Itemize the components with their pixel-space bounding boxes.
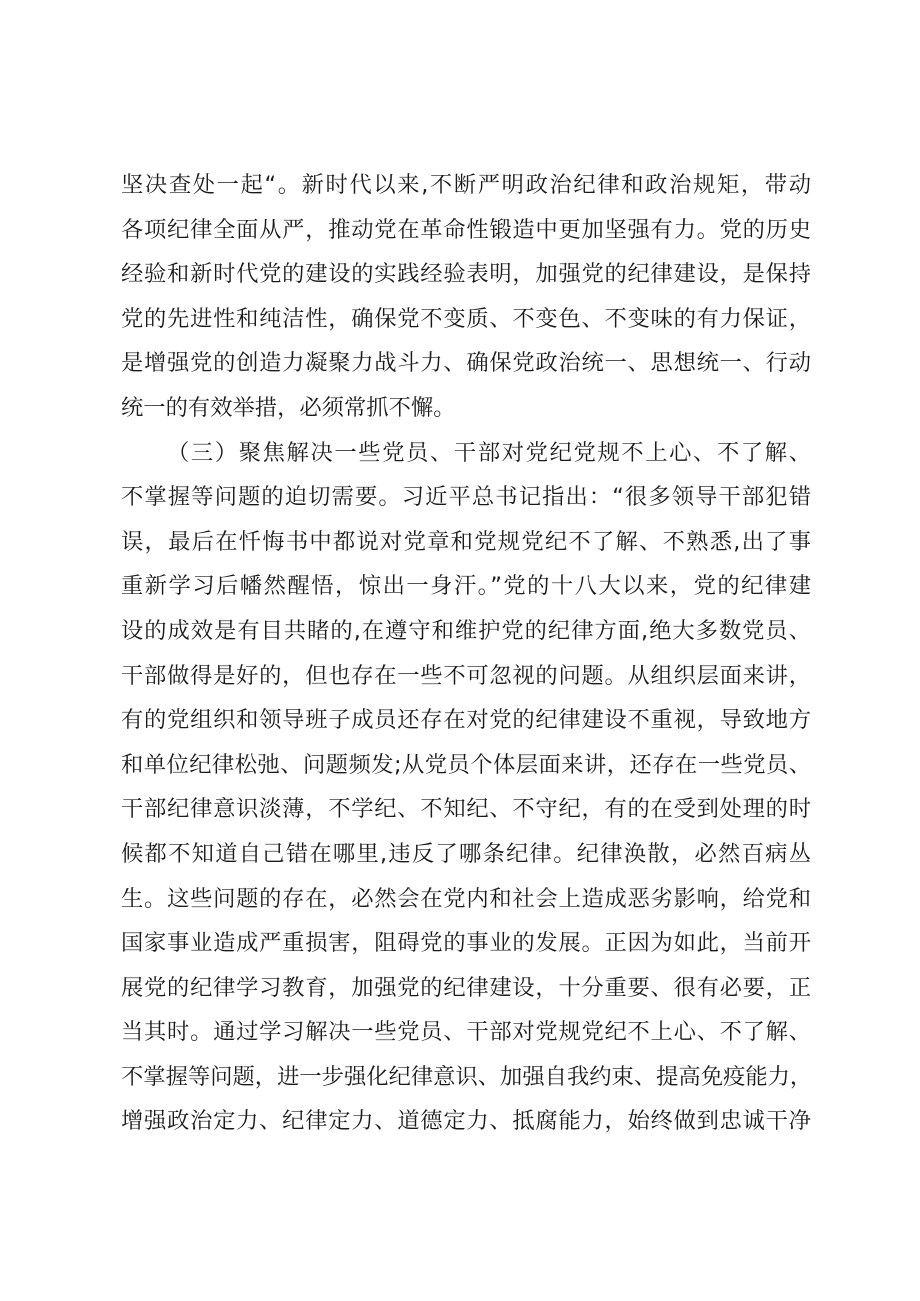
text-line: 不掌握等问题，进一步强化纪律意识、加强自我约束、提高免疫能力，: [121, 1063, 813, 1090]
text-line: 党的先进性和纯洁性，确保党不变质、不变色、不变味的有力保证，: [121, 305, 811, 332]
text-line: 干部纪律意识淡薄，不学纪、不知纪、不守纪，有的在受到处理的时: [121, 796, 811, 823]
text-line: 设的成效是有目共睹的,在遵守和维护党的纪律方面,绝大多数党员、: [121, 617, 811, 644]
text-line: 经验和新时代党的建设的实践经验表明，加强党的纪律建设，是保持: [121, 261, 811, 288]
text-line: 干部做得是好的，但也存在一些不可忽视的问题。从组织层面来讲，: [121, 662, 811, 689]
text-line: 重新学习后幡然醒悟，惊出一身汗。”党的十八大以来，党的纪律建: [121, 573, 811, 600]
text-line: 不掌握等问题的迫切需要。习近平总书记指出：“很多领导干部犯错: [121, 484, 811, 511]
text-line: 增强政治定力、纪律定力、道德定力、抵腐能力，始终做到忠诚干净: [121, 1108, 811, 1135]
text-line: 国家事业造成严重损害，阻碍党的事业的发展。正因为如此，当前开: [121, 930, 811, 957]
text-line: 统一的有效举措，必须常抓不懈。: [121, 394, 456, 421]
text-line: 误，最后在忏悔书中都说对党章和党规党纪不了解、不熟悉,出了事: [121, 528, 811, 555]
text-line: 展党的纪律学习教育，加强党的纪律建设，十分重要、很有必要，正: [121, 974, 811, 1001]
section-heading-line: （三）聚焦解决一些党员、干部对党纪党规不上心、不了解、: [167, 439, 811, 466]
text-line: 坚决查处一起“。新时代以来,不断严明政治纪律和政治规矩，带动: [121, 172, 811, 198]
text-line: 有的党组织和领导班子成员还存在对党的纪律建设不重视，导致地方: [121, 707, 811, 734]
text-line: 生。这些问题的存在，必然会在党内和社会上造成恶劣影响，给党和: [121, 885, 811, 912]
text-line: 当其时。通过学习解决一些党员、干部对党规党纪不上心、不了解、: [121, 1019, 811, 1046]
text-line: 各项纪律全面从严，推动党在革命性锻造中更加坚强有力。党的历史: [121, 216, 811, 243]
text-line: 候都不知道自己错在哪里,违反了哪条纪律。纪律涣散，必然百病丛: [121, 840, 811, 867]
document-body: [121, 163, 811, 1144]
text-line: 是增强党的创造力凝聚力战斗力、确保党政治统一、思想统一、行动: [121, 350, 811, 377]
text-line: 和单位纪律松弛、问题频发;从党员个体层面来讲，还存在一些党员、: [121, 751, 811, 778]
